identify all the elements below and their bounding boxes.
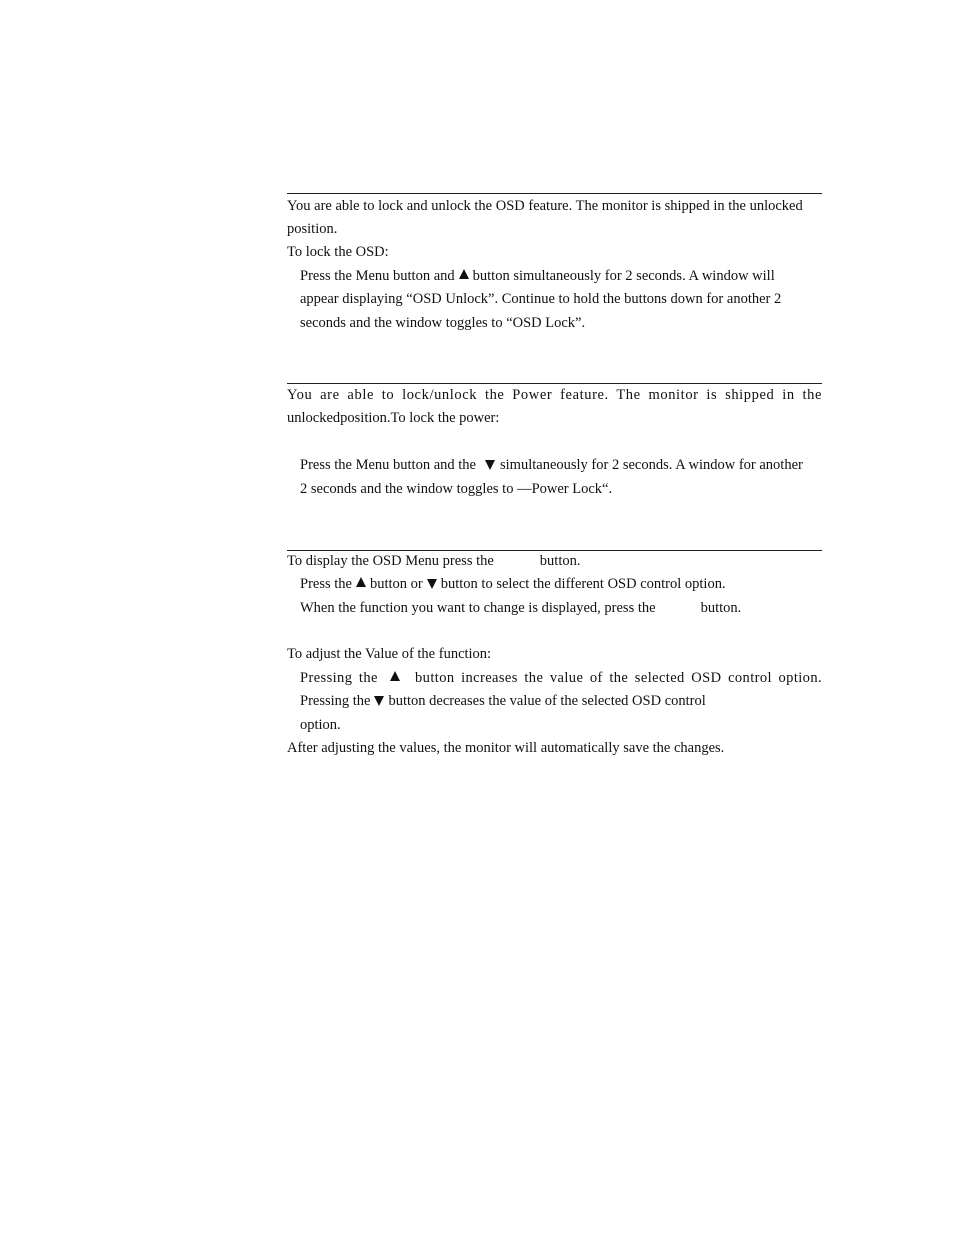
osd-menu-increase-text-2: button increases the value of the selected OSD control option. bbox=[415, 670, 823, 686]
osd-menu-select-line bbox=[300, 575, 822, 593]
down-arrow-icon bbox=[485, 460, 495, 470]
power-lock-step-text-1: Press the Menu button and the bbox=[300, 457, 476, 473]
osd-lock-intro-line-2: position. bbox=[287, 221, 338, 237]
power-lock-intro-line-1: You are able to lock/unlock the Power feature. The monitor is shipped in the bbox=[287, 387, 822, 403]
section-divider-power-lock bbox=[287, 383, 822, 384]
osd-menu-decrease-text-2: button decreases the value of the selected OSD control bbox=[388, 693, 706, 709]
osd-lock-step-line-3: seconds and the window toggles to “OSD Lock”. bbox=[300, 315, 586, 331]
osd-menu-decrease-line bbox=[300, 692, 822, 710]
section-divider-osd-lock bbox=[287, 193, 822, 194]
osd-lock-intro-line-1: You are able to lock and unlock the OSD feature. The monitor is shipped in the unlocked bbox=[287, 198, 803, 214]
osd-menu-intro-text-2: button. bbox=[539, 553, 581, 569]
power-lock-intro-line-2: unlockedposition.To lock the power: bbox=[287, 410, 500, 426]
up-arrow-icon bbox=[390, 671, 400, 681]
osd-lock-step-text-2: button simultaneously for 2 seconds. A window will bbox=[472, 268, 775, 284]
osd-menu-decrease-line-2: option. bbox=[300, 717, 341, 733]
osd-menu-change-line bbox=[300, 599, 822, 617]
osd-menu-increase-line bbox=[300, 669, 822, 687]
osd-menu-change-text-1: When the function you want to change is displayed, press the bbox=[300, 600, 656, 616]
osd-menu-save-note: After adjusting the values, the monitor will automatically save the changes. bbox=[287, 740, 725, 756]
power-lock-step-text-2: simultaneously for 2 seconds. A window for another bbox=[500, 457, 803, 473]
osd-menu-intro-text-1: To display the OSD Menu press the bbox=[287, 553, 494, 569]
osd-menu-intro-line bbox=[287, 552, 822, 570]
section-divider-osd-menu bbox=[287, 550, 822, 551]
osd-menu-adjust-heading: To adjust the Value of the function: bbox=[287, 646, 492, 662]
osd-menu-change-text-2: button. bbox=[700, 600, 742, 616]
osd-lock-step-text-1: Press the Menu button and bbox=[300, 268, 455, 284]
osd-menu-increase-text-1: Pressing the bbox=[300, 670, 378, 686]
down-arrow-icon bbox=[374, 696, 384, 706]
osd-menu-select-text-2: button or bbox=[369, 576, 423, 592]
osd-menu-decrease-text-1: Pressing the bbox=[300, 693, 371, 709]
up-arrow-icon bbox=[356, 577, 366, 587]
up-arrow-icon bbox=[459, 269, 469, 279]
osd-menu-select-text-1: Press the bbox=[300, 576, 352, 592]
power-lock-step-line-2: 2 seconds and the window toggles to —Power Lock“. bbox=[300, 481, 613, 497]
osd-lock-step-line-2: appear displaying “OSD Unlock”. Continue to hold the buttons down for another 2 bbox=[300, 291, 782, 307]
osd-lock-step-line-1 bbox=[300, 267, 822, 285]
osd-menu-select-text-3: button to select the different OSD control option. bbox=[440, 576, 726, 592]
down-arrow-icon bbox=[427, 579, 437, 589]
power-lock-step-line-1 bbox=[300, 456, 822, 474]
osd-lock-heading: To lock the OSD: bbox=[287, 244, 389, 260]
